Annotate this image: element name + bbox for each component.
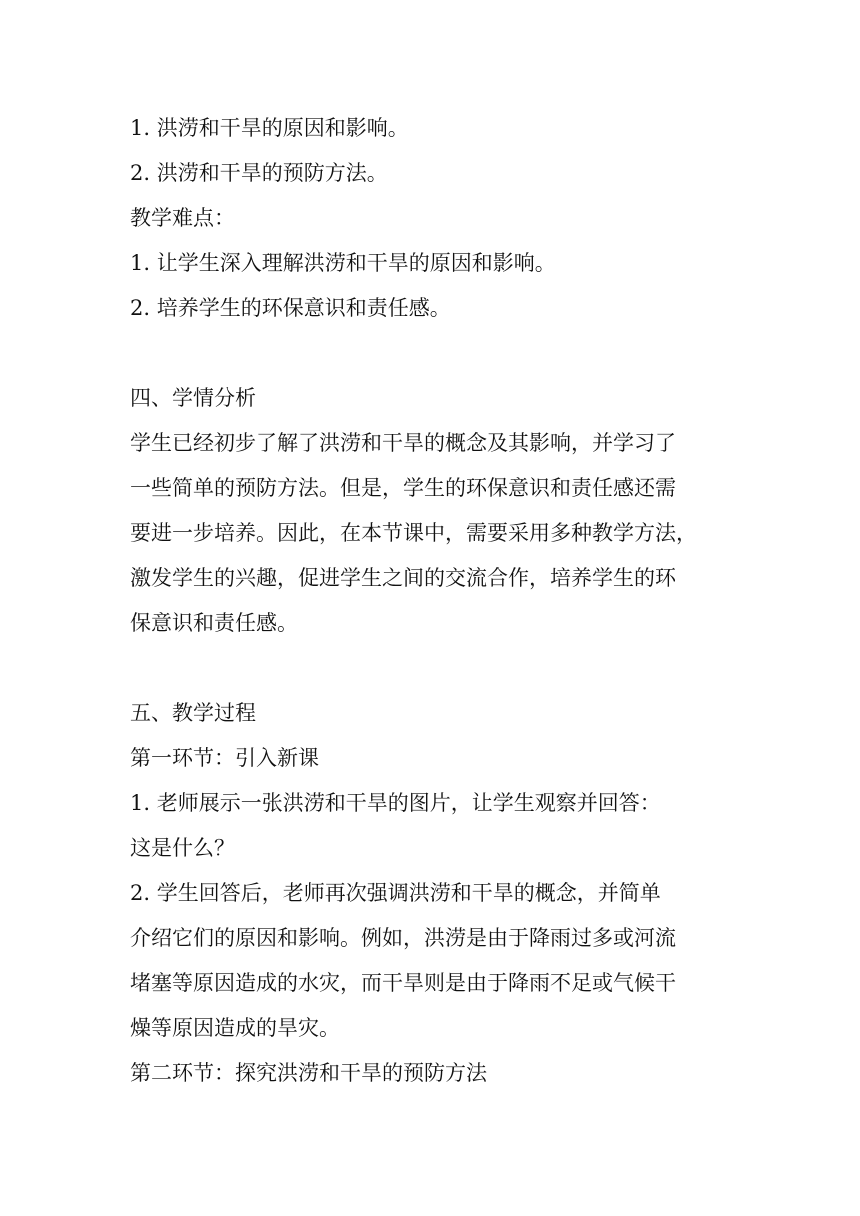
- paragraph-line: 堵塞等原因造成的水灾，而干旱则是由于降雨不足或气候干: [130, 971, 676, 995]
- paragraph-line: 学生已经初步了解了洪涝和干旱的概念及其影响，并学习了: [130, 431, 676, 455]
- subheading-step-1: 第一环节：引入新课: [130, 746, 319, 770]
- list-item-difficulty-2: 2. 培养学生的环保意识和责任感。: [130, 296, 451, 320]
- paragraph-line: 保意识和责任感。: [130, 611, 298, 635]
- section-heading-teaching-process: 五、教学过程: [130, 701, 256, 725]
- list-item-step-1-1: 1. 老师展示一张洪涝和干旱的图片，让学生观察并回答：: [130, 791, 661, 815]
- list-item-key-point-1: 1. 洪涝和干旱的原因和影响。: [130, 116, 409, 140]
- list-item-key-point-2: 2. 洪涝和干旱的预防方法。: [130, 161, 388, 185]
- list-item-step-1-2: 2. 学生回答后，老师再次强调洪涝和干旱的概念，并简单: [130, 881, 661, 905]
- section-heading-student-analysis: 四、学情分析: [130, 386, 256, 410]
- paragraph-line: 激发学生的兴趣，促进学生之间的交流合作，培养学生的环: [130, 566, 676, 590]
- paragraph-line: 一些简单的预防方法。但是，学生的环保意识和责任感还需: [130, 476, 676, 500]
- paragraph-line: 这是什么？: [130, 836, 235, 860]
- list-item-difficulty-1: 1. 让学生深入理解洪涝和干旱的原因和影响。: [130, 251, 556, 275]
- subheading-step-2: 第二环节：探究洪涝和干旱的预防方法: [130, 1061, 487, 1085]
- paragraph-line: 介绍它们的原因和影响。例如，洪涝是由于降雨过多或河流: [130, 926, 676, 950]
- paragraph-line: 要进一步培养。因此，在本节课中，需要采用多种教学方法，: [130, 521, 697, 545]
- paragraph-line: 燥等原因造成的旱灾。: [130, 1016, 340, 1040]
- subheading-difficulties: 教学难点：: [130, 206, 235, 230]
